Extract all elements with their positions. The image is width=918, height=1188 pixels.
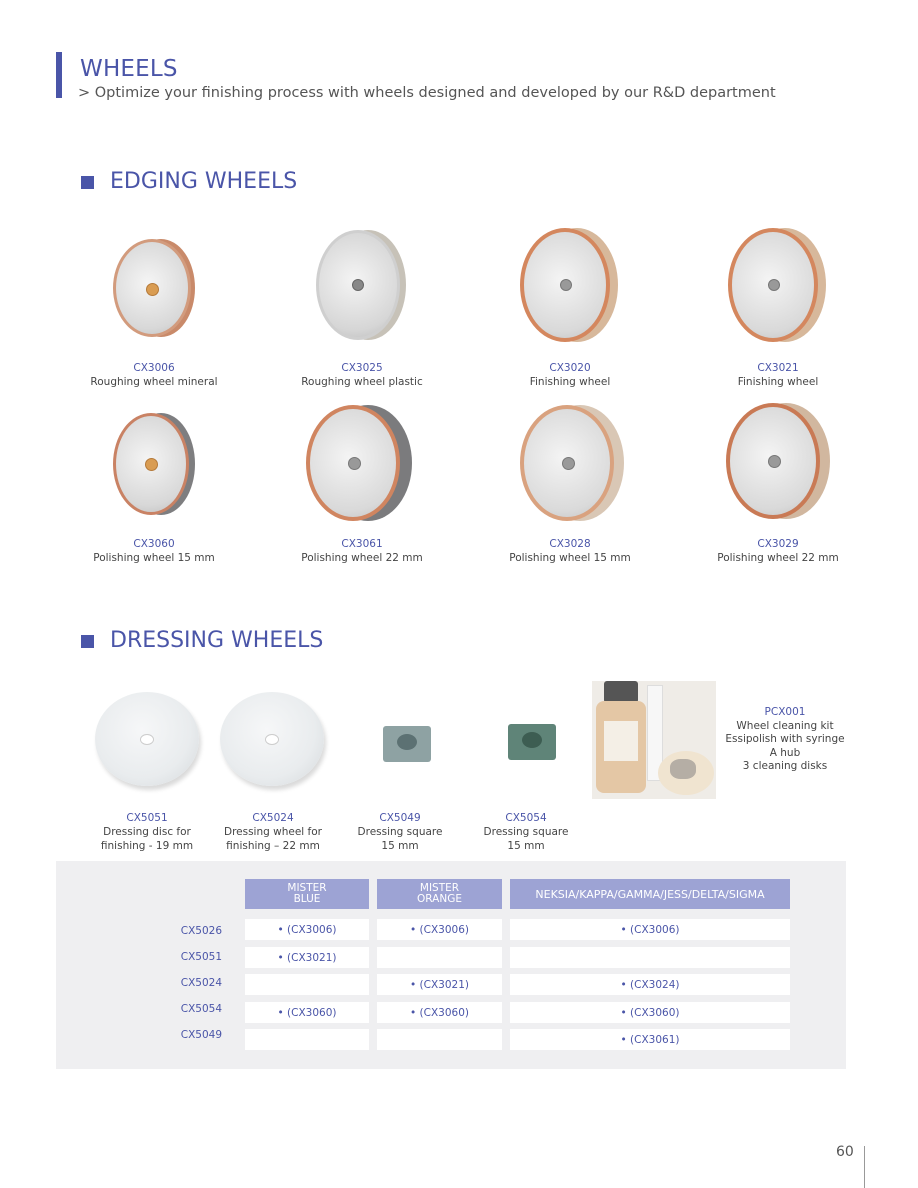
product-code: CX3061 — [341, 538, 383, 550]
product-desc: Roughing wheel mineral — [90, 376, 218, 388]
table-cell: • (CX3006) — [245, 919, 369, 940]
product-desc-line2: finishing – 22 mm — [226, 840, 320, 852]
wheel-image-cx3021 — [728, 228, 828, 344]
page-number-divider — [864, 1146, 865, 1188]
cleaning-kit-image — [592, 681, 716, 799]
product-desc-line1: Dressing square — [483, 826, 569, 838]
kit-line: Wheel cleaning kit — [736, 719, 834, 732]
table-cell: • (CX3006) — [377, 919, 502, 940]
table-row-label: CX5024 — [180, 977, 222, 989]
table-cell: • (CX3060) — [510, 1002, 790, 1023]
wheel-image-cx3060 — [113, 413, 197, 517]
product-code: CX5049 — [379, 812, 421, 824]
header-line: BLUE — [293, 893, 321, 905]
product-code: CX5054 — [505, 812, 547, 824]
header-line: ORANGE — [417, 893, 462, 905]
edging-section-title: EDGING WHEELS — [110, 169, 298, 194]
dressing-wheel-image-cx5024 — [220, 692, 324, 786]
wheel-image-cx3006 — [113, 239, 197, 339]
product-desc-line2: 15 mm — [507, 840, 545, 852]
dressing-disc-image-cx5051 — [95, 692, 199, 786]
product-desc: Finishing wheel — [529, 376, 611, 388]
product-desc-line1: Dressing wheel for — [223, 826, 322, 838]
product-code: CX3006 — [133, 362, 175, 374]
wheel-image-cx3028 — [520, 405, 626, 523]
table-cell — [245, 1029, 369, 1050]
section-marker-icon — [81, 635, 94, 648]
table-cell — [245, 974, 369, 995]
product-code: CX3060 — [133, 538, 175, 550]
table-row-label: CX5026 — [180, 925, 222, 937]
product-desc: Polishing wheel 15 mm — [509, 552, 631, 564]
kit-line: 3 cleaning disks — [742, 760, 828, 772]
title-accent-bar — [56, 52, 62, 98]
table-cell: • (CX3021) — [245, 947, 369, 968]
product-label — [678, 361, 878, 389]
table-row-label: CX5051 — [180, 951, 222, 963]
product-label — [470, 537, 670, 565]
product-label — [678, 537, 878, 565]
product-desc-line2: finishing - 19 mm — [100, 840, 194, 852]
section-marker-icon — [81, 176, 94, 189]
table-cell: • (CX3024) — [510, 974, 790, 995]
kit-line: Essipolish with syringe — [725, 733, 845, 745]
product-desc-line1: Dressing square — [357, 826, 443, 838]
product-code: PCX001 — [764, 706, 806, 718]
product-label — [426, 811, 626, 853]
wheel-image-cx3029 — [726, 403, 832, 521]
page-number: 60 — [836, 1144, 854, 1160]
header-line: NEKSIA/KAPPA/GAMMA/JESS/DELTA/SIGMA — [535, 887, 765, 901]
table-header-neksia — [510, 879, 790, 909]
product-desc: Polishing wheel 22 mm — [301, 552, 423, 564]
product-code: CX3021 — [757, 362, 799, 374]
header-line: MISTER — [287, 882, 327, 894]
product-label — [262, 537, 462, 565]
dressing-square-image-cx5049 — [383, 726, 431, 762]
table-cell: • (CX3060) — [245, 1002, 369, 1023]
wheel-image-cx3025 — [316, 230, 408, 342]
product-label — [470, 361, 670, 389]
wheel-image-cx3061 — [306, 405, 414, 523]
table-header-mister-orange — [377, 879, 502, 909]
header-line: MISTER — [419, 882, 460, 894]
page-title: WHEELS — [80, 56, 178, 82]
product-label — [262, 361, 462, 389]
product-desc-line1: Dressing disc for — [103, 826, 191, 838]
product-code: CX3029 — [757, 538, 799, 550]
wheel-image-cx3020 — [520, 228, 620, 344]
table-cell — [377, 1029, 502, 1050]
table-header-mister-blue — [245, 879, 369, 909]
product-code: CX5051 — [126, 812, 168, 824]
product-desc: Finishing wheel — [737, 376, 819, 388]
table-cell: • (CX3006) — [510, 919, 790, 940]
product-desc-line2: 15 mm — [381, 840, 419, 852]
table-cell: • (CX3021) — [377, 974, 502, 995]
product-code: CX5024 — [252, 812, 294, 824]
table-cell: • (CX3061) — [510, 1029, 790, 1050]
table-cell: • (CX3060) — [377, 1002, 502, 1023]
table-cell — [510, 947, 790, 968]
product-desc: Polishing wheel 15 mm — [93, 552, 215, 564]
cleaning-kit-label — [700, 706, 870, 774]
product-code: CX3020 — [549, 362, 591, 374]
product-label — [54, 361, 254, 389]
dressing-square-image-cx5054 — [508, 724, 556, 760]
page-subtitle: > Optimize your finishing process with wheels designed and developed by our R&D department — [78, 85, 776, 101]
product-desc: Roughing wheel plastic — [301, 376, 423, 388]
product-desc: Polishing wheel 22 mm — [717, 552, 839, 564]
product-code: CX3028 — [549, 538, 591, 550]
dressing-section-title: DRESSING WHEELS — [110, 628, 324, 653]
table-cell — [377, 947, 502, 968]
table-row-label: CX5049 — [180, 1029, 222, 1041]
kit-line: A hub — [769, 746, 801, 759]
product-code: CX3025 — [341, 362, 383, 374]
product-label — [54, 537, 254, 565]
table-row-label: CX5054 — [180, 1003, 222, 1015]
